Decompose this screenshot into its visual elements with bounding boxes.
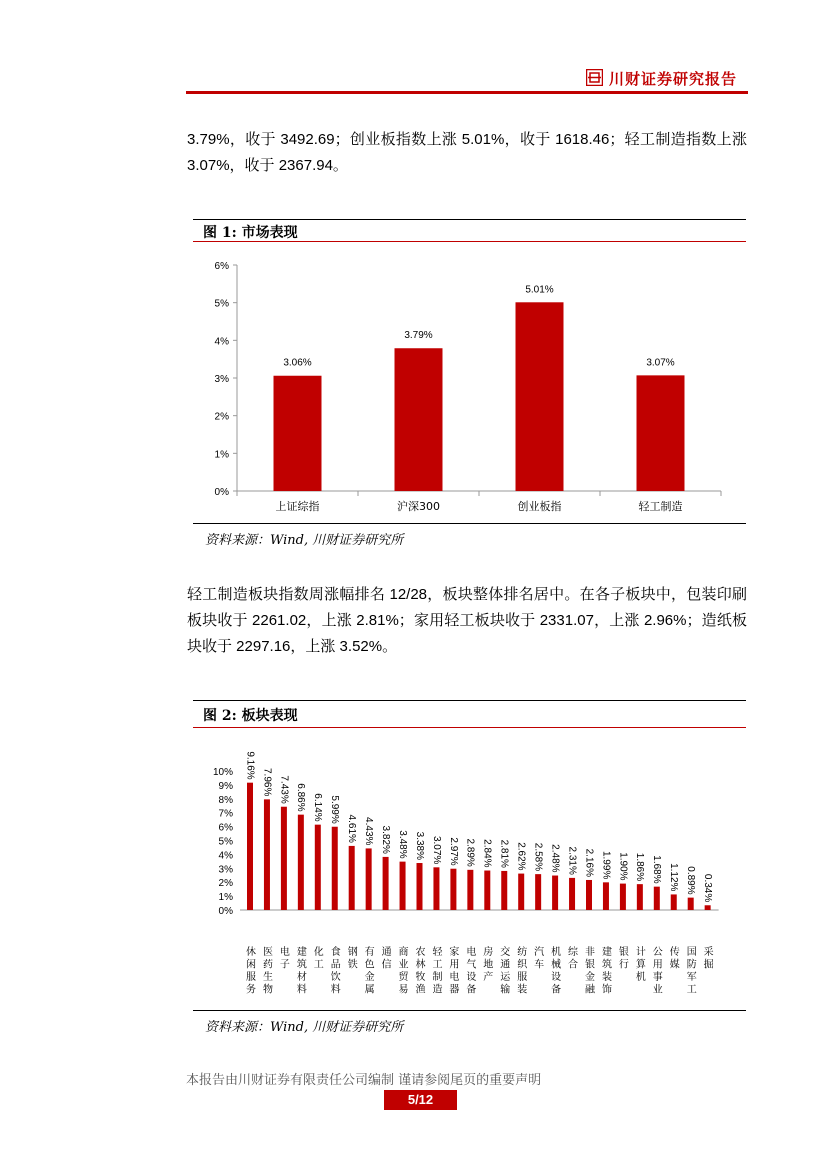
chart2-data-label: 0.89% bbox=[685, 866, 697, 895]
chart2-data-label: 6.14% bbox=[312, 793, 324, 822]
chart2-x-tick-label: 纺织服装 bbox=[517, 947, 528, 996]
figure1-title-rule bbox=[193, 241, 746, 242]
figure2-title-rule bbox=[193, 727, 746, 728]
chart2-y-tick-label: 0% bbox=[218, 906, 233, 917]
chart2-x-tick-label: 化工 bbox=[313, 947, 324, 971]
chart2-bar bbox=[366, 848, 372, 910]
chart2-data-label: 3.82% bbox=[379, 825, 391, 854]
chart2-x-tick-label: 家用电器 bbox=[449, 947, 460, 996]
chart2-x-tick-label: 食品饮料 bbox=[330, 947, 341, 996]
chart2-data-label: 2.58% bbox=[532, 842, 544, 872]
chart2-x-tick-label: 电子 bbox=[279, 947, 290, 971]
chart2-bar bbox=[620, 884, 626, 910]
chart2-x-tick-label: 通信 bbox=[381, 947, 392, 971]
chart1-x-tick-label: 创业板指 bbox=[517, 500, 562, 513]
chart2-x-tick-label: 计算机 bbox=[635, 947, 646, 983]
chart2-bar bbox=[315, 825, 321, 910]
chart2-bar bbox=[450, 869, 456, 910]
chart1-x-tick-label: 上证综指 bbox=[275, 500, 320, 513]
chart2-data-label: 0.34% bbox=[702, 873, 714, 903]
chart1-x-tick-label: 沪深300 bbox=[397, 500, 440, 513]
chart1-y-tick-label: 2% bbox=[214, 411, 229, 423]
page-number: 5/12 bbox=[384, 1090, 457, 1110]
chart2-bar bbox=[654, 887, 660, 910]
chart2-x-tick-label: 医药生物 bbox=[262, 947, 273, 996]
chart2-bar bbox=[501, 871, 507, 910]
footer-disclaimer: 本报告由川财证券有限责任公司编制 谨请参阅尾页的重要声明 bbox=[186, 1073, 542, 1088]
chart2-bar bbox=[417, 863, 423, 910]
chart2-bar bbox=[637, 884, 643, 910]
figure2-bottom-rule bbox=[193, 1010, 746, 1011]
chart2-x-tick-label: 国防军工 bbox=[686, 947, 697, 996]
chart2-bar bbox=[349, 846, 355, 910]
chart1-x-tick-label: 轻工制造 bbox=[638, 500, 683, 513]
chart2-y-tick-label: 8% bbox=[218, 794, 233, 806]
chart2-y-tick-label: 7% bbox=[218, 808, 233, 820]
chart2-bar bbox=[688, 898, 694, 910]
figure1-title: 图 1: 市场表现 bbox=[203, 225, 298, 241]
chart1-data-label: 3.79% bbox=[404, 330, 433, 342]
chart2-bar bbox=[247, 783, 253, 910]
chart2-bar bbox=[400, 862, 406, 910]
chart2-data-label: 6.86% bbox=[295, 783, 307, 812]
chart2-bar bbox=[433, 867, 439, 910]
chart1-y-tick-label: 5% bbox=[214, 298, 229, 310]
chart2-bar bbox=[552, 876, 558, 910]
chart2-data-label: 3.38% bbox=[413, 831, 425, 861]
chart2-data-label: 5.99% bbox=[329, 795, 341, 824]
chart2-x-tick-label: 建筑装饰 bbox=[601, 947, 612, 996]
chart2-x-tick-label: 采掘 bbox=[703, 947, 714, 971]
chart2-x-tick-label: 综合 bbox=[568, 947, 579, 971]
chart2-bar bbox=[586, 880, 592, 910]
chart2-data-label: 4.43% bbox=[363, 817, 375, 846]
chart2-y-tick-label: 1% bbox=[218, 892, 233, 904]
chart2-bar bbox=[383, 857, 389, 910]
figure2-title: 图 2: 板块表现 bbox=[203, 708, 298, 724]
chart2-x-tick-label: 电气设备 bbox=[466, 947, 477, 996]
chart1-bar bbox=[274, 376, 322, 491]
chart2-bar bbox=[467, 870, 473, 910]
chart2-data-label: 2.89% bbox=[464, 838, 476, 867]
chart2-bar bbox=[603, 882, 609, 910]
figure1-top-rule bbox=[193, 219, 746, 220]
figure2-top-rule bbox=[193, 700, 746, 701]
chart1-bar bbox=[637, 375, 685, 491]
chart2-data-label: 7.43% bbox=[278, 775, 290, 804]
chart2-data-label: 2.97% bbox=[447, 837, 459, 866]
chart1-data-label: 5.01% bbox=[525, 284, 554, 296]
chart2-bar bbox=[705, 905, 711, 910]
chart2-y-tick-label: 9% bbox=[218, 780, 233, 792]
report-header-title: 川财证券研究报告 bbox=[609, 70, 738, 88]
figure1-bottom-rule bbox=[193, 523, 746, 524]
chart2-data-label: 1.12% bbox=[668, 863, 680, 892]
chart2-x-tick-label: 建筑材料 bbox=[296, 947, 307, 996]
chart2-bar bbox=[298, 815, 304, 910]
chart2-x-tick-label: 休闲服务 bbox=[246, 947, 256, 996]
chart2-y-tick-label: 6% bbox=[218, 822, 233, 834]
chart2-y-tick-label: 5% bbox=[218, 836, 233, 848]
chart2-data-label: 2.48% bbox=[549, 844, 561, 873]
chart2-data-label: 2.62% bbox=[515, 842, 527, 871]
chart2-x-tick-label: 银行 bbox=[618, 947, 629, 971]
chart2-bar bbox=[518, 874, 524, 910]
header-rule bbox=[186, 91, 748, 94]
chart2-x-tick-label: 农林牧渔 bbox=[415, 947, 426, 996]
chart2-data-label: 1.68% bbox=[651, 855, 663, 884]
chart2-y-tick-label: 10% bbox=[212, 767, 233, 778]
chart1-bar bbox=[516, 302, 564, 491]
chart2-x-tick-label: 汽车 bbox=[534, 947, 545, 971]
chart1-data-label: 3.07% bbox=[646, 357, 675, 369]
figure2-source: 资料来源：Wind, 川财证券研究所 bbox=[205, 1020, 404, 1035]
chart2-x-tick-label: 传媒 bbox=[669, 947, 680, 971]
chart2-data-label: 1.99% bbox=[600, 850, 612, 880]
chart1-y-tick-label: 4% bbox=[214, 336, 229, 348]
body-paragraph-1: 3.79%，收于 3492.69；创业板指数上涨 5.01%，收于 1618.46；轻工制造指数上涨 3.07%，收于 2367.94。 bbox=[187, 131, 747, 174]
chart2-data-label: 7.96% bbox=[261, 767, 273, 797]
chart2-data-label: 3.48% bbox=[396, 830, 408, 859]
chart1-y-tick-label: 0% bbox=[214, 487, 229, 498]
chart2-x-tick-label: 商业贸易 bbox=[398, 947, 409, 996]
chart2-x-tick-label: 轻工制造 bbox=[432, 947, 443, 996]
chart2-x-tick-label: 交通运输 bbox=[500, 947, 511, 996]
chart2-data-label: 3.07% bbox=[430, 835, 442, 865]
figure1-source: 资料来源：Wind, 川财证券研究所 bbox=[205, 533, 404, 548]
chart2-x-tick-label: 房地产 bbox=[483, 947, 494, 983]
chart1-data-label: 3.06% bbox=[283, 357, 312, 369]
chart1-y-tick-label: 6% bbox=[214, 261, 229, 272]
chart2-bar bbox=[332, 827, 338, 910]
chart2-x-tick-label: 有色金属 bbox=[364, 947, 375, 996]
chart2-y-tick-label: 3% bbox=[218, 864, 233, 876]
chart2-data-label: 2.31% bbox=[566, 846, 578, 875]
chart2-data-label: 1.86% bbox=[634, 852, 646, 882]
chart2-bar bbox=[281, 807, 287, 910]
chart2-data-label: 9.16% bbox=[244, 751, 256, 780]
chart2-bar bbox=[484, 871, 490, 910]
chart2-x-tick-label: 机械设备 bbox=[551, 947, 562, 996]
chart2-data-label: 4.61% bbox=[346, 814, 358, 843]
chart2-data-label: 2.81% bbox=[498, 839, 510, 868]
company-logo-icon bbox=[586, 69, 603, 86]
chart2-x-tick-label: 公用事业 bbox=[652, 947, 663, 996]
chart2-x-tick-label: 非银金融 bbox=[585, 947, 595, 996]
chart1-bar bbox=[395, 348, 443, 491]
chart2-bar bbox=[671, 894, 677, 910]
chart2-y-tick-label: 2% bbox=[218, 878, 233, 890]
chart1-y-tick-label: 1% bbox=[214, 449, 229, 461]
chart2-data-label: 2.16% bbox=[583, 848, 595, 877]
chart2-bar bbox=[264, 799, 270, 910]
chart2-bar bbox=[535, 874, 541, 910]
chart2-y-tick-label: 4% bbox=[218, 850, 233, 862]
chart2-data-label: 1.90% bbox=[617, 852, 629, 881]
chart1-y-tick-label: 3% bbox=[214, 374, 229, 385]
chart2-bar bbox=[569, 878, 575, 910]
body-paragraph-2: 轻工制造板块指数周涨幅排名 12/28，板块整体排名居中。在各子板块中，包装印刷板块收于 2261.02，上涨 2.81%；家用轻工板块收于 2331.07，上涨 2.96%；造纸板块收于 2297.16，上涨 3.52%。 bbox=[187, 586, 747, 655]
chart2-data-label: 2.84% bbox=[481, 839, 493, 868]
chart2-x-tick-label: 钢铁 bbox=[347, 947, 358, 971]
